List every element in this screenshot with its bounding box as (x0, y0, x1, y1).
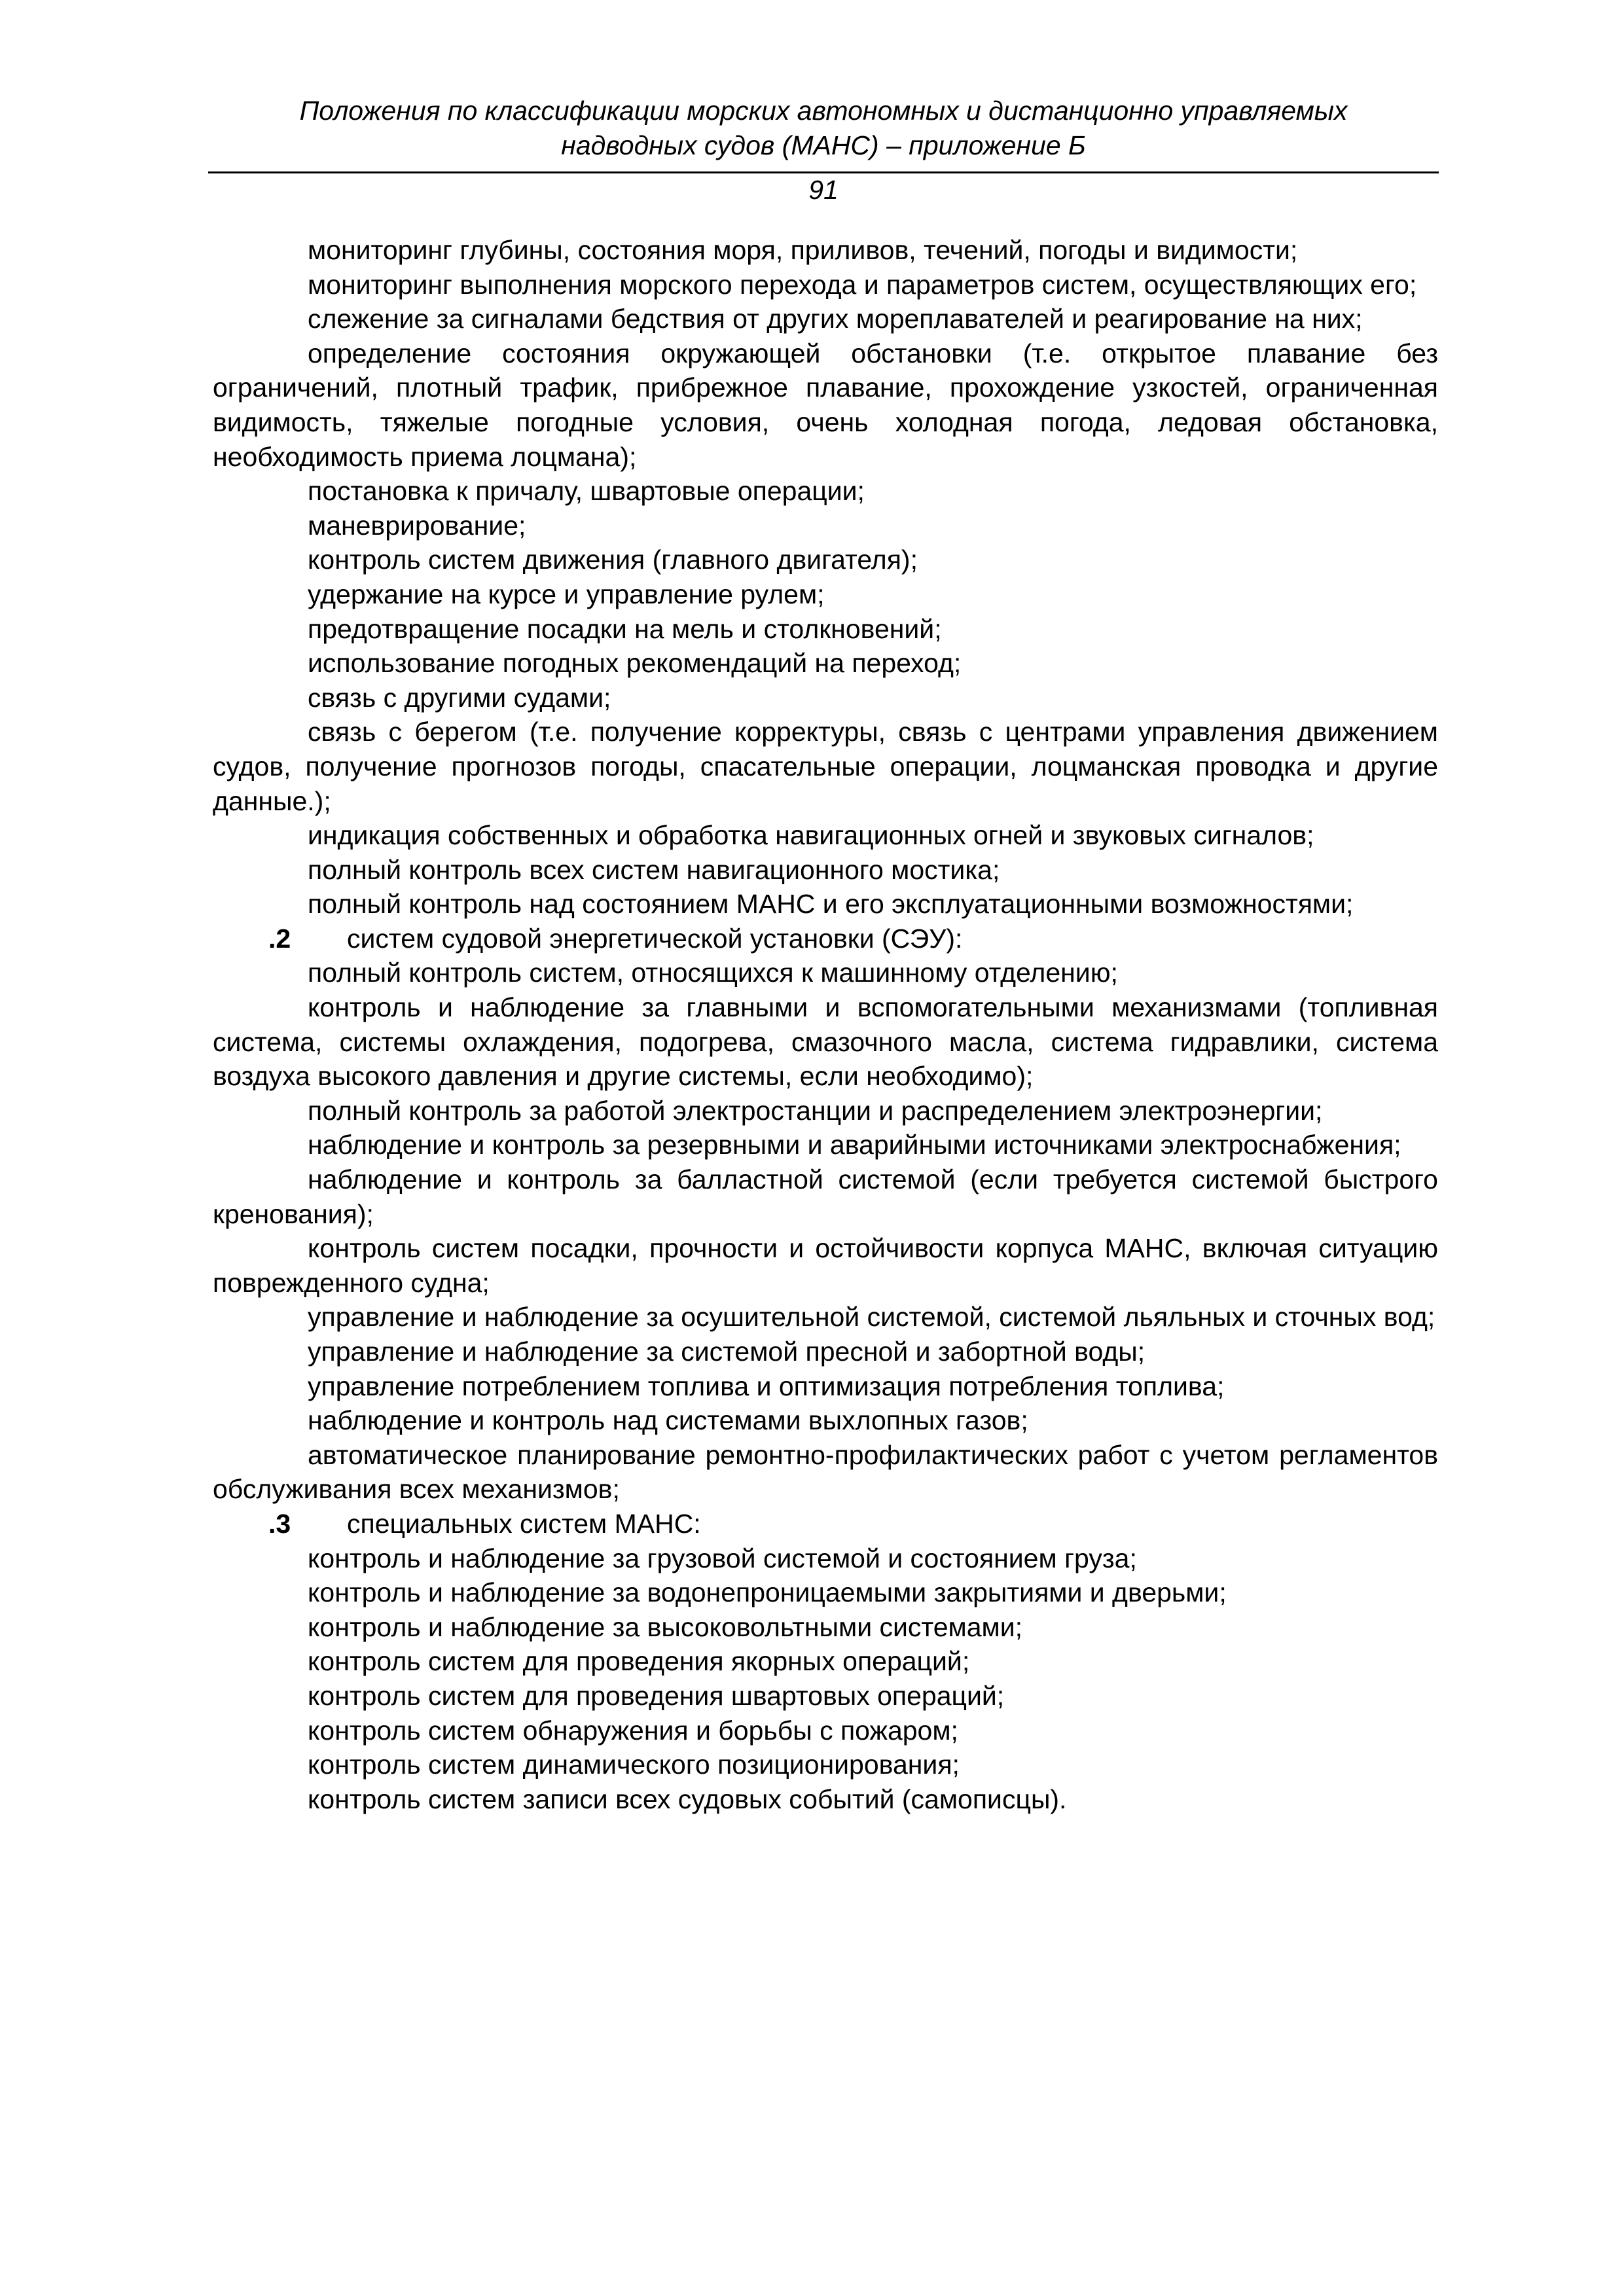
list-item: полный контроль над состоянием МАНС и его эксплуатационными возможностями; (308, 889, 1354, 920)
list-item: контроль систем посадки, прочности и остойчивости корпуса МАНС, включая ситуацию поврежденного судна; (213, 1233, 1438, 1298)
list-item: контроль и наблюдение за водонепроницаемыми закрытиями и дверьми; (308, 1577, 1227, 1608)
list-item: контроль систем обнаружения и борьбы с пожаром; (308, 1715, 958, 1746)
list-item: автоматическое планирование ремонтно-профилактических работ с учетом регламентов обслуживания всех механизмов; (213, 1439, 1438, 1505)
list-item: полный контроль всех систем навигационного мостика; (308, 854, 1000, 885)
list-item: мониторинг выполнения морского перехода и параметров систем, осуществляющих его; (308, 269, 1417, 300)
list-item: маневрирование; (308, 510, 526, 541)
list-item: управление и наблюдение за осушительной системой, системой льяльных и сточных вод; (308, 1302, 1435, 1333)
list-item: постановка к причалу, швартовые операции; (308, 476, 865, 507)
section-number: .3 (268, 1508, 291, 1539)
list-item: мониторинг глубины, состояния моря, приливов, течений, погоды и видимости; (308, 235, 1298, 265)
list-item: управление и наблюдение за системой пресной и забортной воды; (308, 1336, 1146, 1367)
list-item: контроль систем для проведения якорных операций; (308, 1646, 970, 1677)
section-heading-2 (213, 922, 1438, 956)
list-item: наблюдение и контроль над системами выхлопных газов; (308, 1405, 1028, 1436)
list-item: контроль систем движения (главного двигателя); (308, 545, 918, 575)
page-header (208, 94, 1439, 163)
list-item: удержание на курсе и управление рулем; (308, 579, 825, 609)
section-number: .2 (268, 923, 291, 954)
list-item: использование погодных рекомендаций на переход; (308, 648, 962, 679)
list-item: управление потреблением топлива и оптимизация потребления топлива; (308, 1371, 1225, 1401)
section-title: систем судовой энергетической установки (СЭУ): (347, 923, 963, 954)
list-item: связь с другими судами; (308, 682, 611, 713)
header-line-2: надводных судов (МАНС) – приложение Б (561, 130, 1086, 160)
list-item: определение состояния окружающей обстановки (т.е. открытое плавание без ограничений, плотный трафик, прибрежное плавание, прохождение узкостей, ограниченная видимость, тяжелые погодные условия, очень холодная погода, ледовая обстановка, необходимость приема лоцмана); (213, 338, 1438, 472)
list-item: контроль систем для проведения швартовых операций; (308, 1680, 1005, 1711)
list-item: предотвращение посадки на мель и столкновений; (308, 613, 942, 644)
list-item: связь с берегом (т.е. получение корректуры, связь с центрами управления движением судов, получение прогнозов погоды, спасательные операции, лоцманская проводка и другие данные.); (213, 717, 1438, 816)
list-item: полный контроль систем, относящихся к машинному отделению; (308, 958, 1118, 988)
section-heading-3 (213, 1507, 1438, 1541)
list-item: полный контроль за работой электростанции и распределением электроэнергии; (308, 1095, 1323, 1126)
document-body (213, 233, 1438, 1816)
list-item: контроль и наблюдение за главными и вспомогательными механизмами (топливная система, системы охлаждения, подогрева, смазочного масла, система гидравлики, система воздуха высокого давления и другие системы, если необходимо); (213, 992, 1438, 1092)
list-item: наблюдение и контроль за балластной системой (если требуется системой быстрого кренования); (213, 1164, 1438, 1229)
list-item: контроль и наблюдение за грузовой системой и состоянием груза; (308, 1543, 1137, 1573)
page-number: 91 (808, 175, 839, 205)
list-item: контроль систем записи всех судовых событий (самописцы). (308, 1784, 1067, 1814)
section-title: специальных систем МАНС: (347, 1508, 701, 1539)
list-item: слежение за сигналами бедствия от других мореплавателей и реагирование на них; (308, 304, 1363, 334)
list-item: наблюдение и контроль за резервными и аварийными источниками электроснабжения; (308, 1130, 1401, 1160)
header-line-1: Положения по классификации морских автономных и дистанционно управляемых (299, 96, 1348, 126)
list-item: индикация собственных и обработка навигационных огней и звуковых сигналов; (308, 820, 1314, 851)
list-item: контроль и наблюдение за высоковольтными системами; (308, 1611, 1022, 1642)
list-item: контроль систем динамического позиционирования; (308, 1749, 960, 1780)
